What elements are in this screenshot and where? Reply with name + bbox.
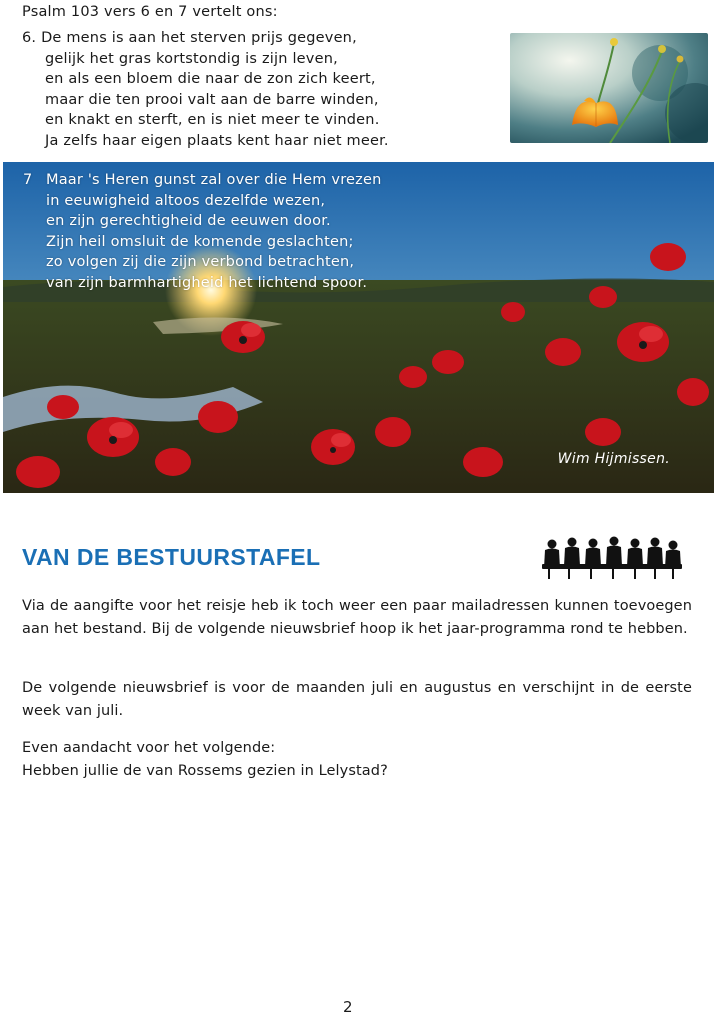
poppy-field-photo (3, 162, 714, 493)
verse-7-line: van zijn barmhartigheid het lichtend spoor. (46, 274, 368, 291)
verse-6 (22, 28, 492, 151)
section-title: VAN DE BESTUURSTAFEL (22, 544, 321, 570)
verse-7-line: in eeuwigheid altoos dezelfde wezen, (46, 192, 326, 209)
paragraph-next-newsletter: De volgende nieuwsbrief is voor de maanden juli en augustus en verschijnt in de eerste week van juli. (22, 680, 692, 719)
paragraph-attention (22, 737, 692, 782)
verse-6-line: en als een bloem die naar de zon zich keert, (45, 71, 376, 87)
verse-7-line: Zijn heil omsluit de komende geslachten; (46, 233, 354, 250)
verse-7-line: zo volgen zij die zijn verbond betrachten, (46, 254, 355, 270)
paragraph-mailing-list: Via de aangifte voor het reisje heb ik toch weer een paar mailadressen kunnen toevoegen aan het bestand. Bij de volgende nieuwsbrief hoop ik het jaar-programma rond te hebben. (22, 598, 692, 637)
verse-7 (23, 170, 382, 293)
poem-author-credit: Wim Hijmissen. (557, 451, 670, 467)
verse-6-line: 6. De mens is aan het sterven prijs gegeven, (22, 30, 357, 46)
meeting-table-silhouette-icon (538, 534, 684, 582)
yellow-flower-photo (510, 33, 708, 143)
verse-7-line: 7 Maar 's Heren gunst zal over die Hem vrezen (23, 170, 382, 191)
psalm-intro: Psalm 103 vers 6 en 7 vertelt ons: (22, 4, 278, 20)
verse-7-line: en zijn gerechtigheid de eeuwen door. (46, 213, 331, 229)
verse-6-line: maar die ten prooi valt aan de barre winden, (45, 91, 379, 108)
verse-7-number: 7 (23, 172, 33, 188)
question-line: Hebben jullie de van Rossems gezien in Lelystad? (22, 762, 388, 779)
page-number: 2 (343, 998, 353, 1016)
verse-6-line: Ja zelfs haar eigen plaats kent haar niet meer. (45, 132, 389, 149)
verse-6-line: en knakt en sterft, en is niet meer te vinden. (45, 112, 380, 128)
attention-line: Even aandacht voor het volgende: (22, 740, 276, 756)
verse-6-line: gelijk het gras kortstondig is zijn leven, (45, 50, 338, 67)
verse-6-number: 6. (22, 30, 37, 46)
